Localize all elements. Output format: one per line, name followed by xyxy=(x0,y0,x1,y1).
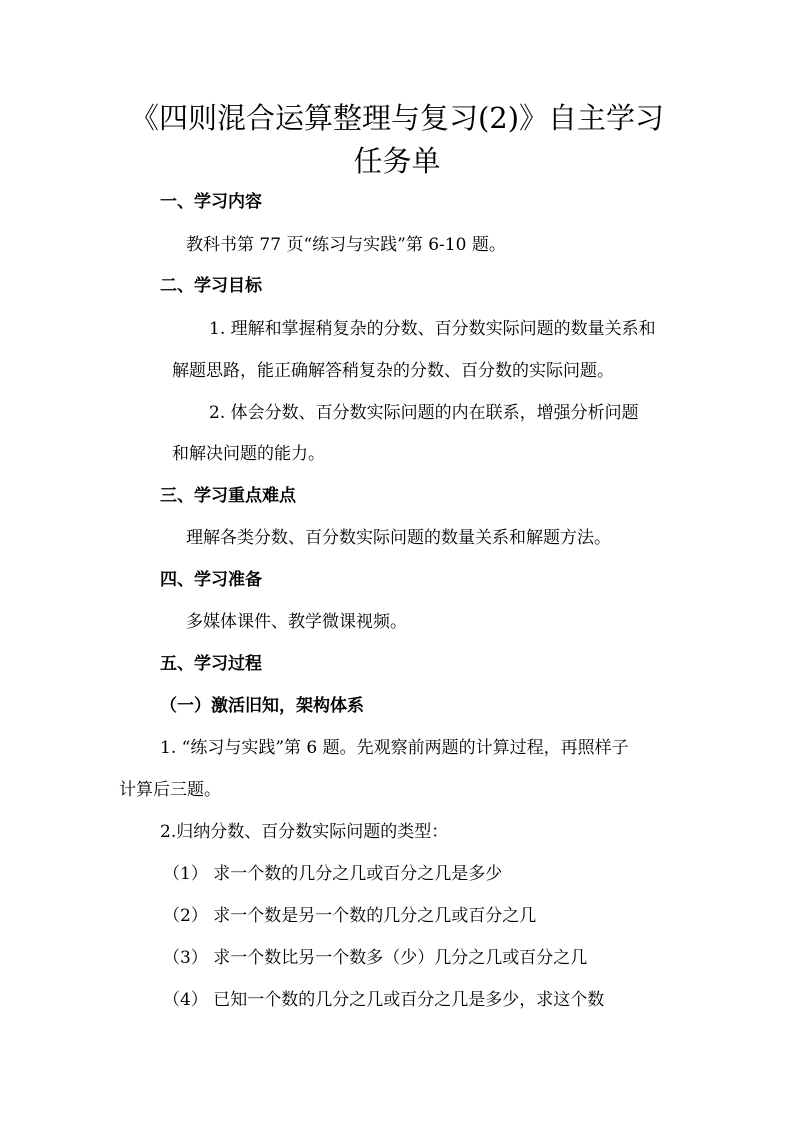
section4-heading: 四、学习准备 xyxy=(160,570,262,590)
page-title-line1: 《四则混合运算整理与复习(2)》自主学习 xyxy=(129,101,665,135)
page-title-line2: 任务单 xyxy=(353,144,441,178)
item1-line2: 计算后三题。 xyxy=(119,780,221,800)
type-item-4: （4） 已知一个数的几分之几或百分之几是多少，求这个数 xyxy=(163,990,605,1010)
goal1-line2: 解题思路，能正确解答稍复杂的分数、百分数的实际问题。 xyxy=(172,361,614,381)
section1-body: 教科书第 77 页“练习与实践”第 6-10 题。 xyxy=(186,235,506,255)
type-item-2: （2） 求一个数是另一个数的几分之几或百分之几 xyxy=(163,906,537,926)
item1-line1: 1. “练习与实践”第 6 题。先观察前两题的计算过程，再照样子 xyxy=(160,738,629,758)
section5-heading: 五、学习过程 xyxy=(160,654,262,674)
section5-subheading: （一）激活旧知，架构体系 xyxy=(160,696,364,716)
section3-body: 理解各类分数、百分数实际问题的数量关系和解题方法。 xyxy=(186,528,611,548)
goal2-line1: 2. 体会分数、百分数实际问题的内在联系，增强分析问题 xyxy=(209,403,639,423)
item2: 2.归纳分数、百分数实际问题的类型： xyxy=(160,822,449,842)
goal2-line2: 和解决问题的能力。 xyxy=(172,444,325,464)
section4-body: 多媒体课件、教学微课视频。 xyxy=(186,612,407,632)
type-item-3: （3） 求一个数比另一个数多（少）几分之几或百分之几 xyxy=(163,948,588,968)
type-item-1: （1） 求一个数的几分之几或百分之几是多少 xyxy=(163,864,503,884)
section2-heading: 二、学习目标 xyxy=(160,276,262,296)
section1-heading: 一、学习内容 xyxy=(160,192,262,212)
goal1-line1: 1. 理解和掌握稍复杂的分数、百分数实际问题的数量关系和 xyxy=(209,319,656,339)
section3-heading: 三、学习重点难点 xyxy=(160,486,296,506)
